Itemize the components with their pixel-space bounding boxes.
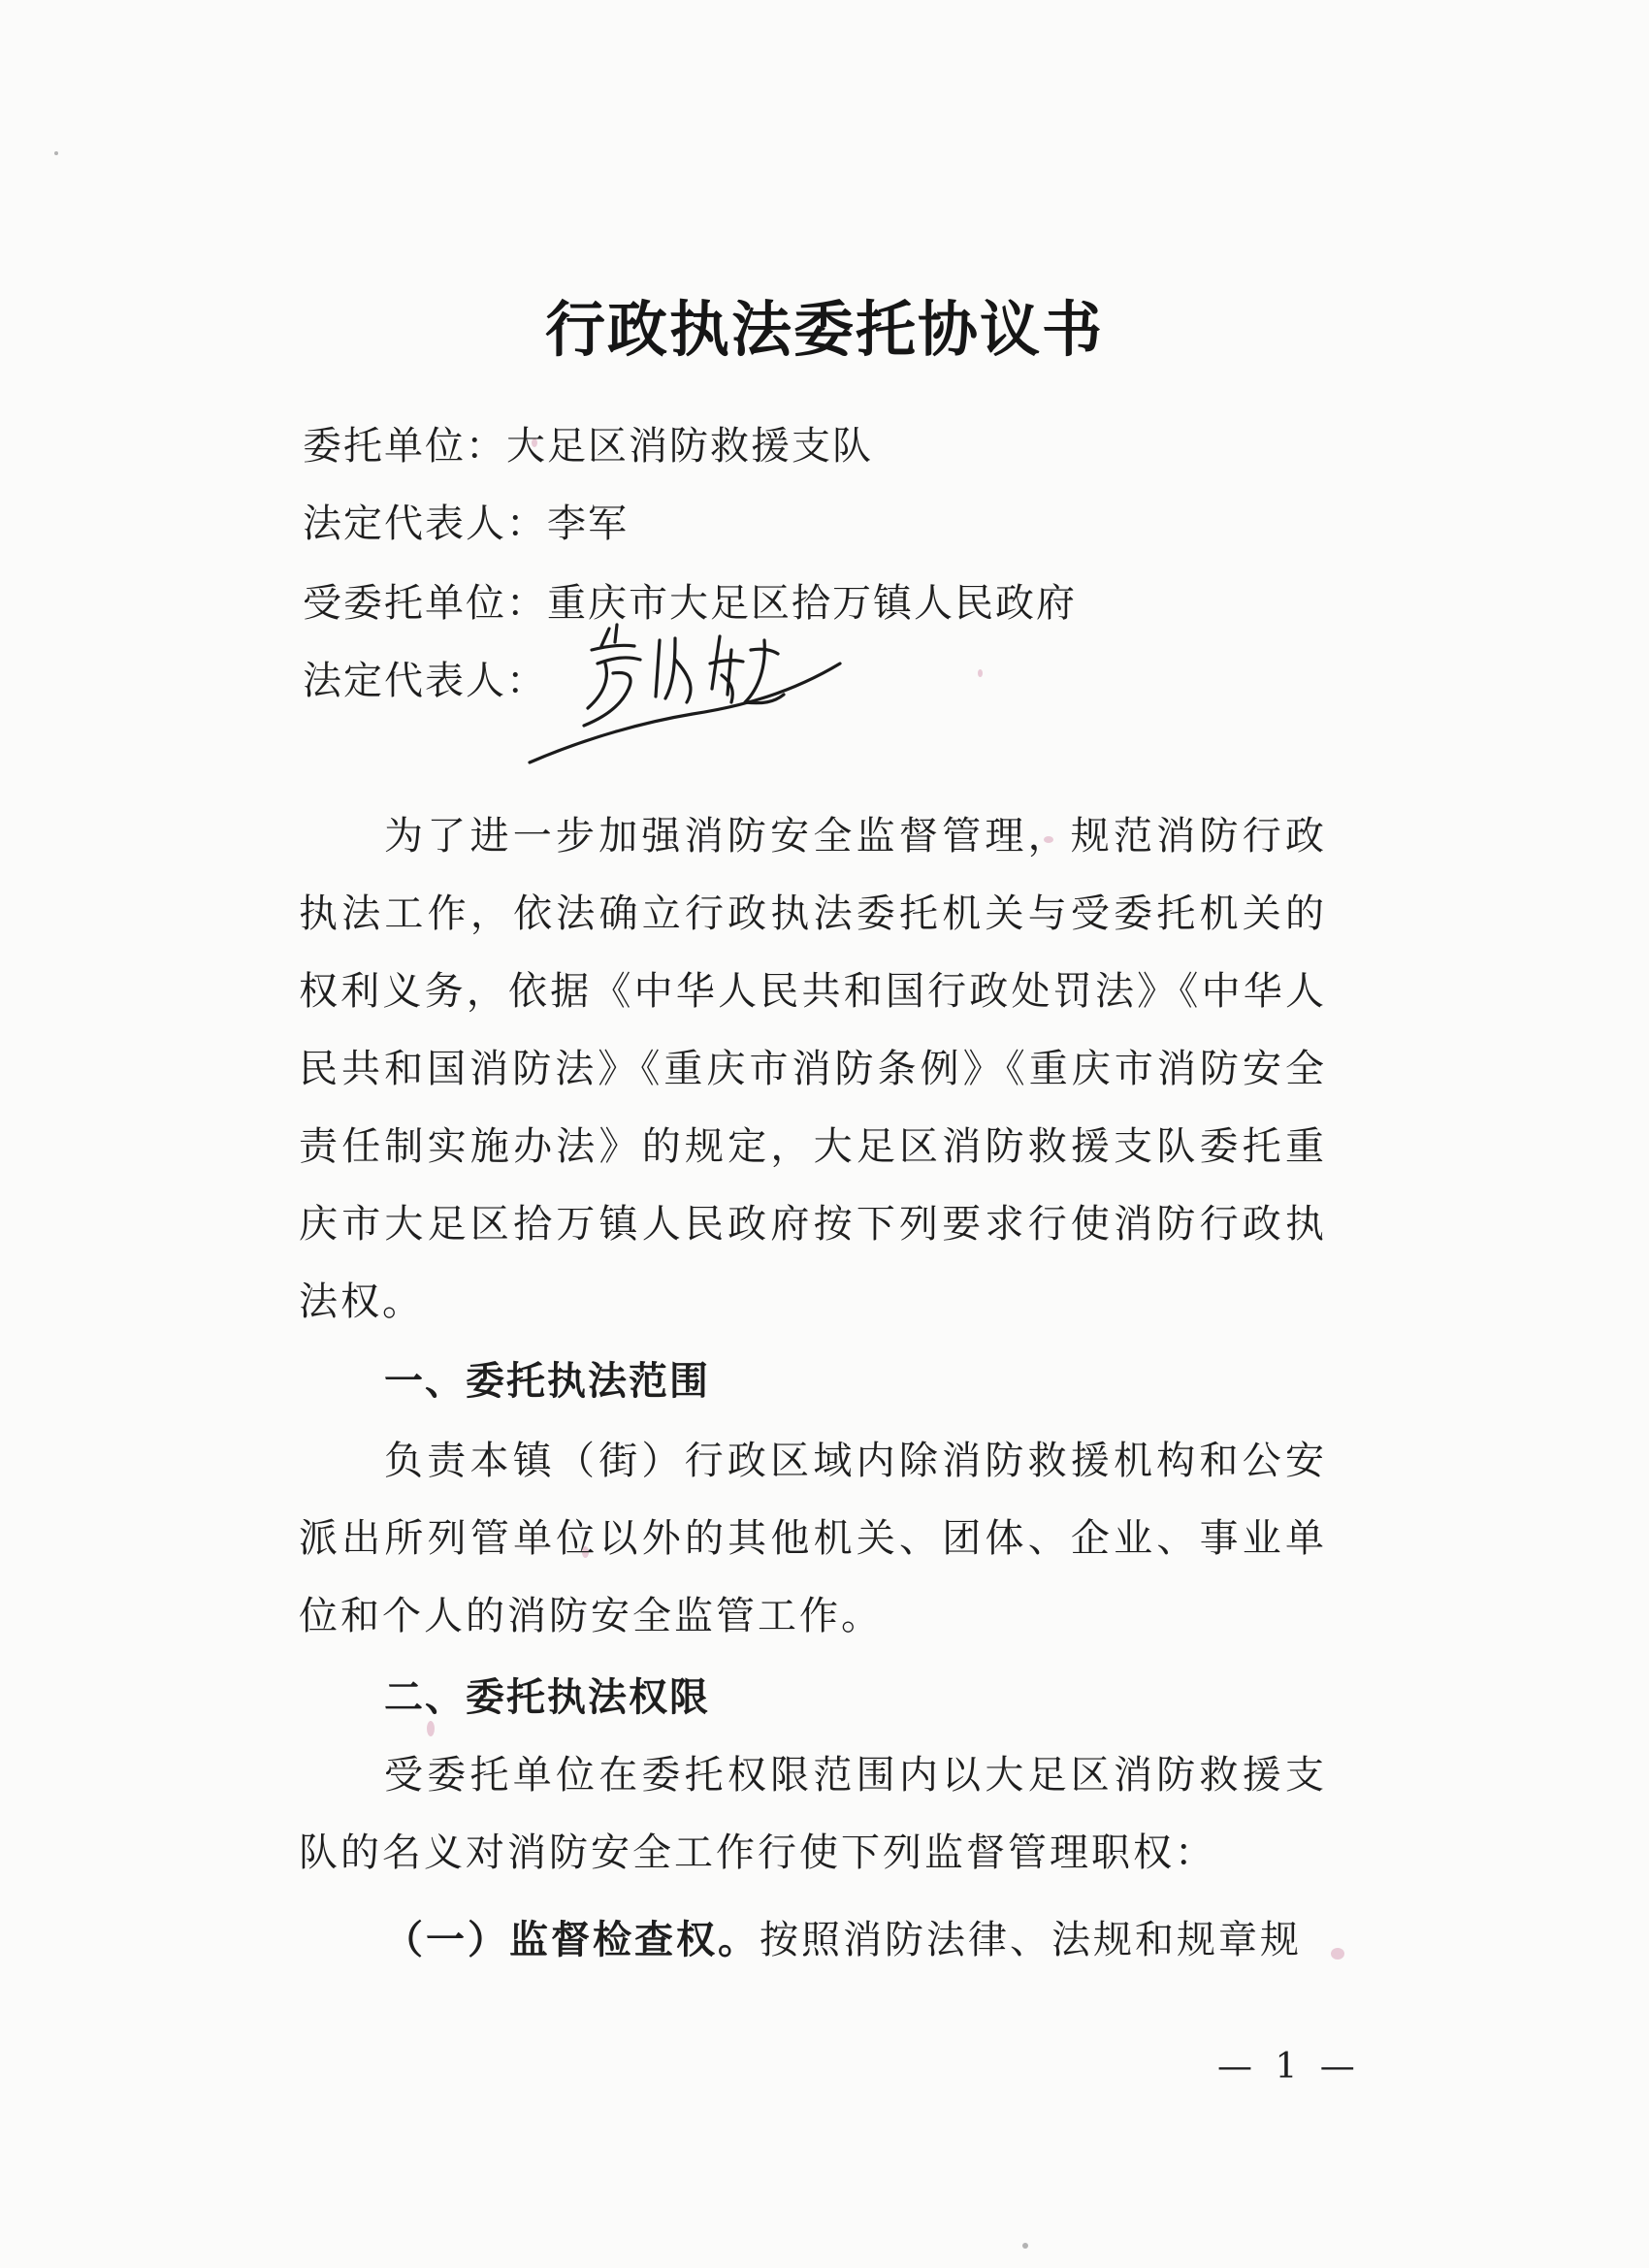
- page-number: — 1 —: [1217, 2047, 1361, 2087]
- principal-rep-value: 李军: [547, 502, 629, 546]
- item-1: [384, 1909, 1302, 1964]
- principal-rep-line: [303, 493, 629, 548]
- intro-paragraph: 为了进一步加强消防安全监督管理，规范消防行政执法工作，依法确立行政执法委托机关与受委托机关的权利义务，依据《中华人民共和国行政处罚法》《中华人民共和国消防法》《重庆市消防条例》《重庆市消防安全责任制实施办法》的规定，大足区消防救援支队委托重庆市大足区拾万镇人民政府按下列要求行使消防行政执法权。: [299, 814, 1327, 1324]
- agent-line: [303, 572, 1077, 628]
- principal-line: [303, 415, 873, 470]
- section-2-text: 受委托单位在委托权限范围内以大足区消防救援支队的名义对消防安全工作行使下列监督管理职权：: [299, 1753, 1327, 1875]
- scan-speck: [54, 151, 58, 155]
- handwritten-signature: [520, 621, 850, 766]
- item-1-text: 按照消防法律、法规和规章规: [760, 1918, 1302, 1962]
- scan-speck: [1331, 1948, 1344, 1960]
- section-1-heading: 一、委托执法范围: [384, 1359, 710, 1404]
- principal-rep-label: 法定代表人：: [303, 502, 547, 546]
- scan-speck: [427, 1721, 435, 1736]
- document-title: 行政执法委托协议书: [544, 294, 1104, 365]
- principal-value: 大足区消防救援支队: [506, 424, 873, 469]
- agent-rep-line: [303, 650, 547, 705]
- agent-value: 重庆市大足区拾万镇人民政府: [547, 581, 1077, 626]
- section-1-text: 负责本镇（街）行政区域内除消防救援机构和公安派出所列管单位以外的其他机关、团体、企业、事业单位和个人的消防安全监管工作。: [299, 1439, 1327, 1638]
- scan-speck: [1022, 2243, 1028, 2249]
- principal-label: 委托单位：: [303, 424, 506, 469]
- agent-label: 受委托单位：: [303, 581, 547, 626]
- agent-rep-label: 法定代表人：: [303, 659, 547, 703]
- item-1-lead: （一）监督检查权。: [384, 1917, 760, 1962]
- section-2-heading: 二、委托执法权限: [384, 1675, 710, 1720]
- scan-speck: [978, 669, 983, 677]
